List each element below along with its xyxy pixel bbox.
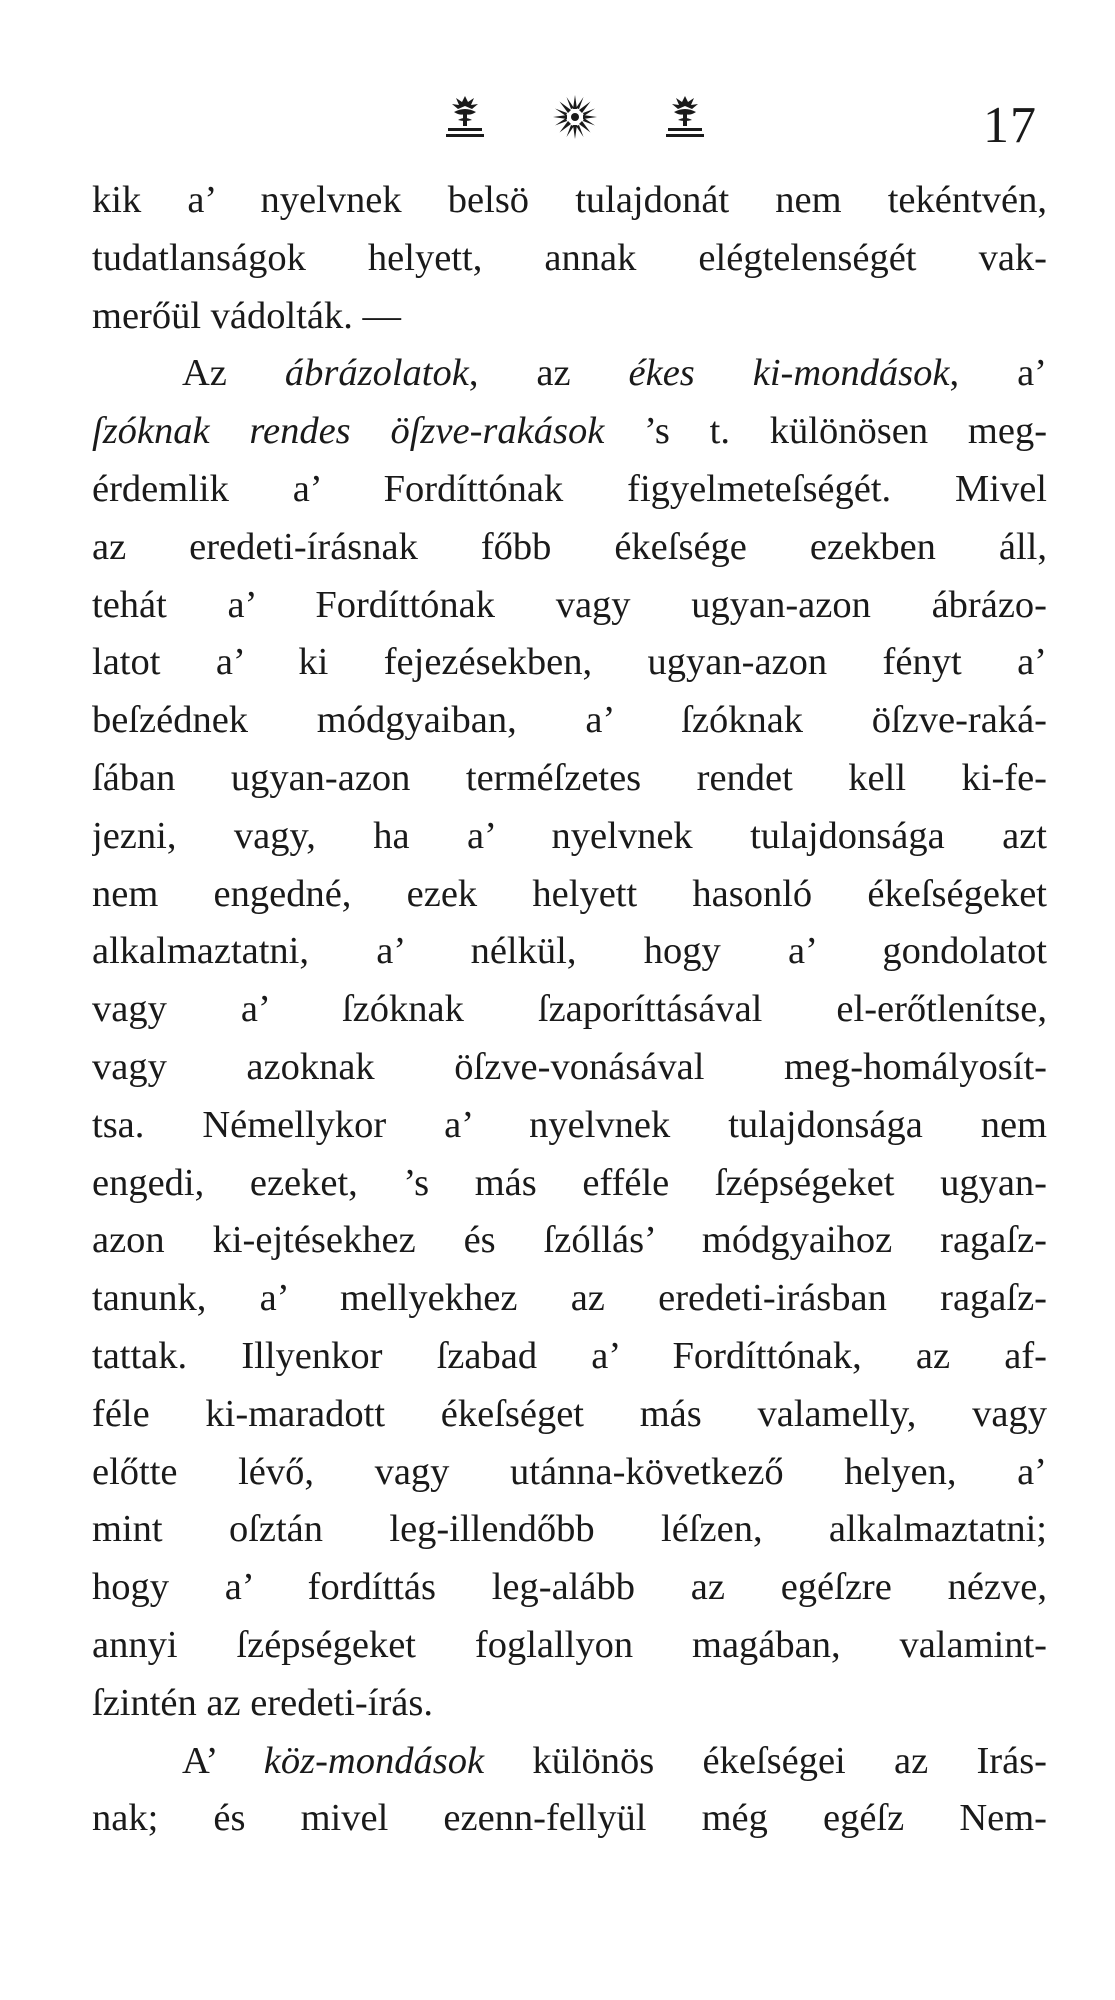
text-run: , a’	[949, 352, 1047, 395]
text-line: alkalmaztatni, a’ nélkül, hogy a’ gondolatot	[92, 930, 1047, 973]
text-line: tudatlanságok helyett, annak elégtelenségét vak-	[92, 236, 1047, 279]
body-text	[92, 172, 1047, 1848]
text-line: azon ki-ejtésekhez és ſzóllás’ módgyaihoz ragaſz-	[92, 1219, 1047, 1262]
text-run: különös ékeſségei az Irás-	[484, 1739, 1047, 1782]
text-line: ſzintén az eredeti-írás.	[92, 1681, 433, 1724]
text-line: érdemlik a’ Fordíttónak figyelmeteſségét. Mivel	[92, 467, 1047, 510]
text-line: ſában ugyan-azon terméſzetes rendet kell ki-fe-	[92, 756, 1047, 799]
text-line	[92, 403, 1047, 461]
text-line: tehát a’ Fordíttónak vagy ugyan-azon ábrázo-	[92, 583, 1047, 626]
page-number: 17	[983, 97, 1037, 154]
text-line: engedi, ezeket, ’s más efféle ſzépségeket ugyan-	[92, 1161, 1047, 1204]
rosette-ornament	[550, 92, 600, 142]
text-line: mint oſztán leg-illendőbb léſzen, alkalmaztatni;	[92, 1508, 1047, 1551]
fleuron-ornament	[660, 92, 710, 142]
text-line: merőül vádolták. —	[92, 294, 401, 337]
text-line: kik a’ nyelvnek belsö tulajdonát nem tekéntvén,	[92, 179, 1047, 221]
fleuron-ornament	[440, 92, 490, 142]
text-line: jezni, vagy, ha a’ nyelvnek tulajdonsága azt	[92, 814, 1047, 857]
italic-term: ábrázolatok	[284, 352, 469, 395]
text-run: ’s t. különösen meg-	[604, 410, 1047, 453]
header-ornaments	[440, 92, 710, 142]
text-line: annyi ſzépségeket foglallyon magában, valamint-	[92, 1623, 1047, 1666]
text-line: vagy a’ ſzóknak ſzaporíttásával el-erőtlenítse,	[92, 988, 1047, 1031]
text-line: vagy azoknak öſzve-vonásával meg-homályosít-	[92, 1045, 1047, 1088]
text-line	[92, 1733, 1047, 1791]
text-line	[92, 345, 1047, 403]
text-line: nem engedné, ezek helyett hasonló ékeſségeket	[92, 872, 1047, 915]
page-header	[0, 88, 1115, 168]
text-run: , az	[468, 352, 629, 395]
text-line: latot a’ ki fejezésekben, ugyan-azon fényt a’	[92, 641, 1047, 684]
text-run: A’	[182, 1739, 264, 1782]
text-line: tattak. Illyenkor ſzabad a’ Fordíttónak, az af-	[92, 1334, 1047, 1377]
text-line: hogy a’ fordíttás leg-alább az egéſzre nézve,	[92, 1566, 1047, 1609]
italic-term: ékes ki-mondások	[628, 352, 950, 395]
text-line: előtte lévő, vagy utánna-következő helyen, a’	[92, 1450, 1047, 1493]
text-line: az eredeti-írásnak főbb ékeſsége ezekben áll,	[92, 525, 1047, 568]
italic-term: köz-mondások	[263, 1739, 485, 1782]
text-line: beſzédnek módgyaiban, a’ ſzóknak öſzve-raká-	[92, 699, 1047, 742]
text-line: féle ki-maradott ékeſséget más valamelly, vagy	[92, 1392, 1047, 1435]
text-line: nak; és mivel ezenn-fellyül még egéſz Nem-	[92, 1797, 1047, 1840]
italic-term: ſzóknak rendes öſzve-rakások	[92, 410, 605, 453]
text-line: tanunk, a’ mellyekhez az eredeti-irásban ragaſz-	[92, 1277, 1047, 1320]
text-line: tsa. Némellykor a’ nyelvnek tulajdonsága nem	[92, 1103, 1047, 1146]
text-run: Az	[182, 352, 285, 395]
